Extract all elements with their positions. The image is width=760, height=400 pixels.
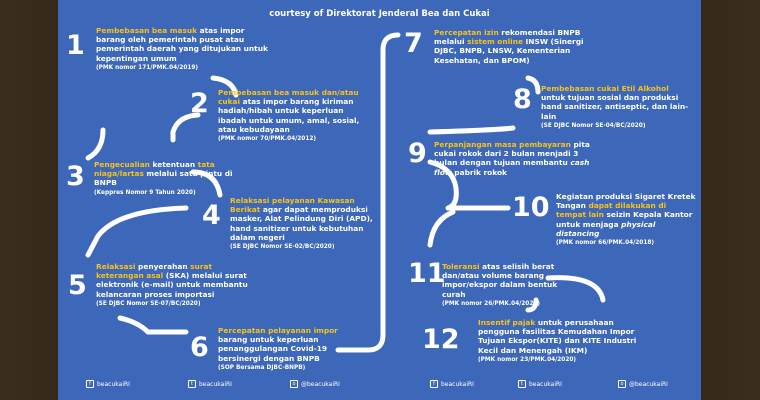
step-number: 10: [512, 192, 550, 223]
step-highlight: surat keterangan asal: [96, 262, 212, 281]
step-highlight: tata niaga/lartas: [94, 160, 215, 179]
step-number: 11: [408, 258, 446, 289]
step-text: agar dapat memproduksi masker, Alat Pelindung Diri (APD), hand sanitizer untuk kebutuhan dalam negeri: [230, 205, 373, 242]
step-5: [96, 262, 261, 308]
step-highlight: Pembebasan bea masuk dan/atau cukai: [218, 88, 359, 107]
step-highlight: Perpanjangan masa pembayaran: [434, 140, 571, 149]
step-number: 9: [408, 138, 427, 169]
step-text: pita cukai rokok dari 2 bulan menjadi 3 bulan dengan tujuan membantu: [434, 140, 590, 168]
step-reference: (PMK nomor 66/PMK.04/2018): [556, 240, 655, 247]
step-number: 7: [404, 28, 423, 59]
step-number: 5: [68, 270, 87, 301]
twitter-link[interactable]: t beacukaiRI: [188, 380, 232, 388]
step-reference: (Keppres Nomor 9 Tahun 2020): [94, 189, 196, 196]
facebook-icon: f: [430, 380, 438, 388]
step-11: [442, 262, 570, 308]
step-reference: (SE DJBC Nomor SE-07/BC/2020): [96, 300, 201, 307]
instagram-link[interactable]: o @beacukaiRI: [290, 380, 340, 388]
step-text: barang untuk keperluan penanggulangan Covid-19 bersinergi dengan BNPB: [218, 335, 328, 363]
step-highlight: Percepatan izin: [434, 28, 499, 37]
step-4: [230, 196, 385, 251]
step-text: penyerahan: [135, 262, 191, 271]
step-6: [218, 326, 368, 372]
step-emphasis: physical distancing: [556, 219, 656, 238]
step-2: [218, 88, 373, 143]
step-highlight: Insentif pajak: [478, 318, 536, 327]
step-number: 6: [190, 332, 209, 363]
step-reference: (PMK nomor 70/PMK.04/2012): [218, 136, 317, 143]
step-highlight: Relaksasi: [96, 262, 136, 271]
step-reference: (PMK nomor 171/PMK.04/2019): [96, 64, 199, 71]
social-footer: [58, 380, 701, 394]
facebook-link[interactable]: f beacukaiRI: [430, 380, 474, 388]
step-9: [434, 140, 599, 177]
step-text: INSW (Sinergi DJBC, BNPB, LNSW, Kementerian Kesehatan, dan BPOM): [434, 37, 584, 65]
step-number: 3: [66, 161, 85, 192]
step-emphasis: cash flow: [434, 158, 590, 177]
instagram-icon: o: [290, 380, 298, 388]
step-text: pabrik rokok: [451, 167, 507, 177]
step-text: rekomendasi BNPB melalui: [434, 28, 581, 47]
step-highlight: Toleransi: [442, 262, 480, 271]
twitter-link[interactable]: t beacukaiRI: [518, 380, 562, 388]
step-10: [556, 192, 698, 247]
step-highlight: Relaksasi pelayanan Kawasan Berikat: [230, 196, 355, 215]
step-highlight: sistem online: [467, 37, 523, 47]
step-number: 2: [190, 88, 209, 119]
instagram-icon: o: [618, 380, 626, 388]
step-text: atas impor barang oleh pemerintah pusat atau pemerintah daerah yang ditujukan untuk kepentingan umum: [96, 26, 268, 63]
step-7: [434, 28, 589, 65]
step-number: 12: [422, 324, 460, 355]
step-number: 1: [66, 30, 85, 61]
step-reference: (PMK nomor 26/PMK.04/2020): [442, 300, 541, 307]
step-highlight: Pengecualian: [94, 160, 150, 169]
step-text: untuk tujuan sosial dan produksi hand sanitizer, antiseptic, dan lain-lain: [541, 93, 689, 121]
twitter-icon: t: [188, 380, 196, 388]
step-reference: (SOP Bersama DJBC-BNPB): [218, 364, 306, 371]
step-reference: (SE DJBC Nomor SE-04/BC/2020): [541, 122, 646, 129]
instagram-link[interactable]: o @beacukaiRI: [618, 380, 668, 388]
step-3: [94, 160, 254, 197]
facebook-link[interactable]: f beacukaiRI: [86, 380, 130, 388]
step-number: 4: [202, 200, 221, 231]
step-highlight: Percepatan pelayanan impor: [218, 326, 338, 335]
credit-line: courtesy of Direktorat Jenderal Bea dan Cukai: [269, 9, 490, 19]
step-text: Kegiatan produksi Sigaret Kretek Tangan: [556, 192, 696, 211]
step-reference: (SE DJBC Nomor SE-02/BC/2020): [230, 244, 335, 251]
step-highlight: Pembebasan cukai Etil Alkohol: [541, 84, 669, 93]
step-text: (SKA) melalui surat elektronik (e-mail) untuk membantu kelancaran proses importasi: [96, 271, 248, 299]
step-text: untuk perusahaan pengguna fasilitas Kemudahan Impor Tujuan Ekspor(KITE) dan KITE Industri Kecil dan Menengah (IKM): [478, 318, 637, 355]
step-text: seizin Kepala Kantor untuk menjaga: [556, 210, 693, 229]
step-text: melalui satu pintu di BNPB: [94, 169, 233, 188]
step-highlight: Pembebasan bea masuk: [96, 26, 198, 35]
step-text: atas impor barang kiriman hadiah/hibah untuk keperluan ibadah untuk umum, amal, sosial, atau kebudayaan: [218, 97, 360, 134]
step-number: 8: [513, 84, 532, 115]
twitter-icon: t: [518, 380, 526, 388]
facebook-icon: f: [86, 380, 94, 388]
step-highlight: dapat dilakukan di tempat lain: [556, 201, 667, 220]
infographic-poster: [58, 0, 701, 400]
step-1: [96, 26, 271, 72]
step-text: ketentuan: [149, 160, 198, 169]
step-8: [541, 84, 691, 130]
step-reference: (PMK nomor 23/PMK.04/2020): [478, 356, 577, 363]
step-12: [478, 318, 653, 364]
step-text: atas selisih berat dan/atau volume barang impor/ekspor dalam bentuk curah: [442, 262, 558, 299]
